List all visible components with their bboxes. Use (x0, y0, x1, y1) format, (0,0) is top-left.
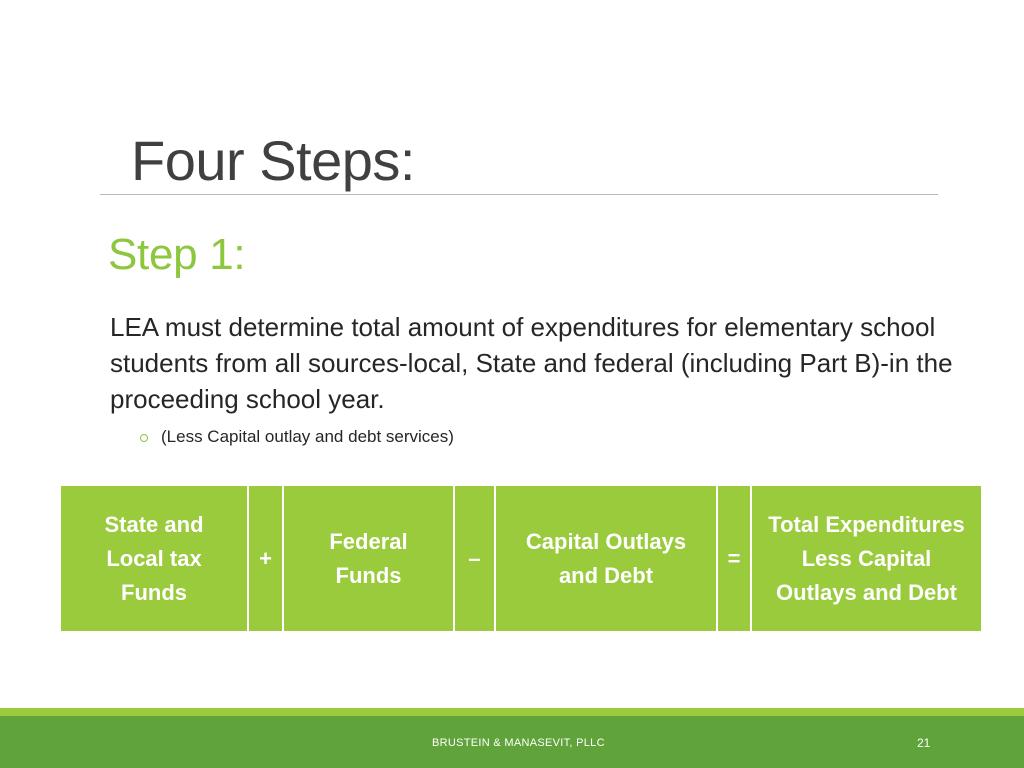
formula-term-state-local-text: State and Local tax Funds (104, 511, 204, 605)
circle-bullet-icon (140, 434, 148, 442)
body-paragraph: LEA must determine total amount of expenditures for elementary school students from all sources-local, State and federal (including Part B)-in the proceeding school year. (110, 312, 953, 414)
footer-accent-bar (0, 708, 1024, 716)
slide-subtitle: Step 1: (108, 230, 246, 279)
formula-operator-plus: + (249, 486, 282, 631)
formula-result-text: Total Expenditures Less Capital Outlays and Debt (768, 511, 965, 605)
footer-firm-name: BRUSTEIN & MANASEVIT, PLLC (432, 737, 605, 749)
formula-table (61, 486, 981, 631)
formula-operator-equals: = (718, 486, 750, 631)
title-divider (100, 194, 938, 195)
formula-term-state-local (61, 486, 247, 631)
sub-bullet (140, 425, 454, 449)
formula-term-federal-text: Federal Funds (329, 528, 408, 588)
page-number: 21 (917, 736, 931, 750)
formula-term-capital (496, 486, 716, 631)
formula-term-capital-text: Capital Outlays and Debt (525, 528, 687, 588)
sub-bullet-text: (Less Capital outlay and debt services) (161, 427, 454, 446)
formula-result (752, 486, 981, 631)
slide-title: Four Steps: (131, 129, 415, 192)
formula-operator-minus: – (455, 486, 494, 631)
formula-term-federal (284, 486, 453, 631)
